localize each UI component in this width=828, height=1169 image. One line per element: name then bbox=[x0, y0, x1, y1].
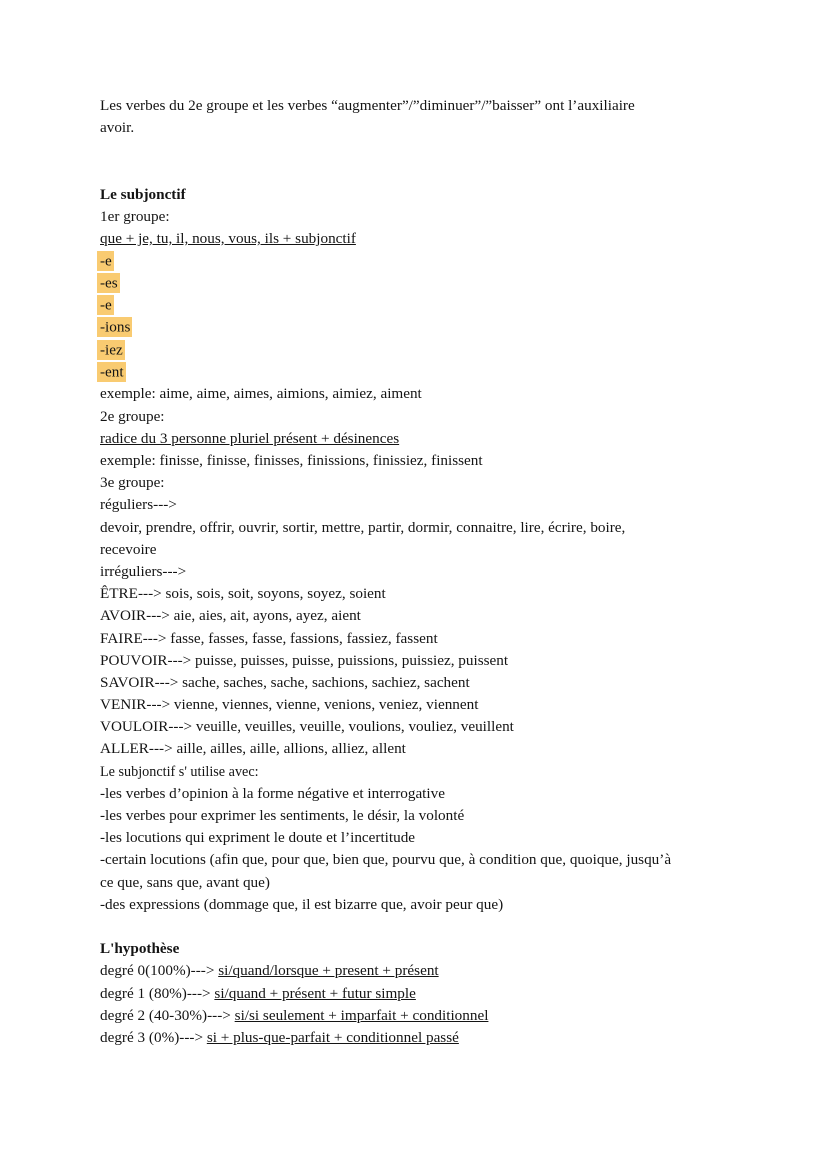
text-line bbox=[100, 738, 750, 760]
highlighted-text: -iez bbox=[97, 340, 125, 360]
text-run: -des expressions (dommage que, il est bizarre que, avoir peur que) bbox=[100, 895, 504, 913]
text-run: FAIRE---> fasse, fasses, fasse, fassions, fassiez, fassent bbox=[100, 629, 438, 647]
highlighted-text: -ions bbox=[97, 317, 132, 337]
underlined-text: radice du 3 personne pluriel présent + désinences bbox=[100, 429, 400, 447]
text-run: AVOIR---> aie, aies, ait, ayons, ayez, aient bbox=[100, 607, 361, 625]
blank-line bbox=[100, 916, 750, 938]
text-line bbox=[100, 250, 750, 272]
text-line bbox=[100, 406, 750, 428]
underlined-text: si + plus-que-parfait + conditionnel passé bbox=[206, 1028, 459, 1046]
text-line bbox=[100, 583, 750, 605]
text-line bbox=[100, 1027, 750, 1049]
text-run: Les verbes du 2e groupe et les verbes “augmenter”/”diminuer”/”baisser” ont l’auxiliaire bbox=[100, 97, 635, 114]
text-run: -certain locutions (afin que, pour que, bien que, pourvu que, à condition que, quoique, jusqu’à bbox=[100, 851, 672, 869]
text-run: ÊTRE---> sois, sois, soit, soyons, soyez, soient bbox=[100, 585, 386, 603]
text-run: Le subjonctif s' utilise avec: bbox=[100, 763, 259, 780]
text-run: degré 1 (80%)---> bbox=[100, 984, 215, 1002]
blank-line bbox=[100, 162, 750, 184]
blank-line bbox=[100, 139, 750, 161]
text-line bbox=[100, 539, 750, 561]
text-line bbox=[100, 517, 750, 539]
text-line bbox=[100, 317, 750, 339]
document-content bbox=[100, 95, 750, 1049]
text-line bbox=[100, 450, 750, 472]
text-line bbox=[100, 849, 750, 871]
text-run: ALLER---> aille, ailles, aille, allions, alliez, allent bbox=[100, 740, 406, 758]
section-heading: Le subjonctif bbox=[100, 185, 186, 203]
text-run: POUVOIR---> puisse, puisses, puisse, puissions, puissiez, puissent bbox=[100, 651, 509, 669]
underlined-text: que + je, tu, il, nous, vous, ils + subjonctif bbox=[100, 230, 356, 248]
text-run: degré 3 (0%)---> bbox=[100, 1028, 207, 1046]
underlined-text: si/quand/lorsque + present + présent bbox=[218, 962, 439, 980]
text-line bbox=[100, 783, 750, 805]
text-line bbox=[100, 827, 750, 849]
text-line bbox=[100, 650, 750, 672]
text-line bbox=[100, 561, 750, 583]
highlighted-text: -e bbox=[97, 251, 114, 271]
text-line bbox=[100, 295, 750, 317]
text-line bbox=[100, 273, 750, 295]
text-line bbox=[100, 494, 750, 516]
text-run: exemple: aime, aime, aimes, aimions, aimiez, aiment bbox=[100, 385, 422, 403]
text-run: recevoire bbox=[100, 540, 157, 558]
text-run: exemple: finisse, finisse, finisses, finissions, finissiez, finissent bbox=[100, 452, 483, 469]
underlined-text: si/quand + présent + futur simple bbox=[214, 984, 416, 1002]
text-line bbox=[100, 805, 750, 827]
text-run: irréguliers---> bbox=[100, 562, 187, 580]
text-line bbox=[100, 672, 750, 694]
text-run: -les verbes pour exprimer les sentiments, le désir, la volonté bbox=[100, 807, 465, 824]
text-line bbox=[100, 361, 750, 383]
text-line bbox=[100, 206, 750, 228]
text-run: degré 2 (40-30%)---> bbox=[100, 1006, 235, 1024]
text-line bbox=[100, 894, 750, 916]
text-line bbox=[100, 716, 750, 738]
text-run: 2e groupe: bbox=[100, 407, 165, 425]
text-run: 1er groupe: bbox=[100, 207, 170, 225]
text-line bbox=[100, 339, 750, 361]
text-line bbox=[100, 605, 750, 627]
text-run: ce que, sans que, avant que) bbox=[100, 873, 270, 891]
text-line bbox=[100, 383, 750, 405]
text-line bbox=[100, 960, 750, 982]
text-run: degré 0(100%)---> bbox=[100, 962, 219, 980]
text-run: SAVOIR---> sache, saches, sache, sachions, sachiez, sachent bbox=[100, 673, 470, 691]
text-line bbox=[100, 872, 750, 894]
underlined-text: si/si seulement + imparfait + conditionnel bbox=[234, 1006, 489, 1024]
text-line bbox=[100, 184, 750, 206]
text-run: -les verbes d’opinion à la forme négative et interrogative bbox=[100, 784, 445, 802]
text-run: 3e groupe: bbox=[100, 474, 165, 492]
text-line bbox=[100, 472, 750, 494]
text-line bbox=[100, 938, 750, 960]
highlighted-text: -e bbox=[97, 295, 114, 315]
text-run: devoir, prendre, offrir, ouvrir, sortir, mettre, partir, dormir, connaitre, lire, écrire, boire, bbox=[100, 518, 626, 536]
text-run: avoir. bbox=[100, 119, 135, 137]
highlighted-text: -es bbox=[97, 273, 120, 293]
text-run: VOULOIR---> veuille, veuilles, veuille, voulions, vouliez, veuillent bbox=[100, 718, 514, 736]
text-run: VENIR---> vienne, viennes, vienne, venions, veniez, viennent bbox=[100, 696, 479, 714]
text-line bbox=[100, 628, 750, 650]
text-line bbox=[100, 983, 750, 1005]
text-line bbox=[100, 228, 750, 250]
highlighted-text: -ent bbox=[97, 362, 126, 382]
text-line bbox=[100, 95, 750, 117]
text-line bbox=[100, 761, 750, 783]
text-line bbox=[100, 1005, 750, 1027]
text-line bbox=[100, 694, 750, 716]
text-run: -les locutions qui expriment le doute et l’incertitude bbox=[100, 829, 416, 847]
text-line bbox=[100, 428, 750, 450]
section-heading: L'hypothèse bbox=[100, 940, 180, 958]
text-line bbox=[100, 117, 750, 139]
text-run: réguliers---> bbox=[100, 496, 177, 514]
